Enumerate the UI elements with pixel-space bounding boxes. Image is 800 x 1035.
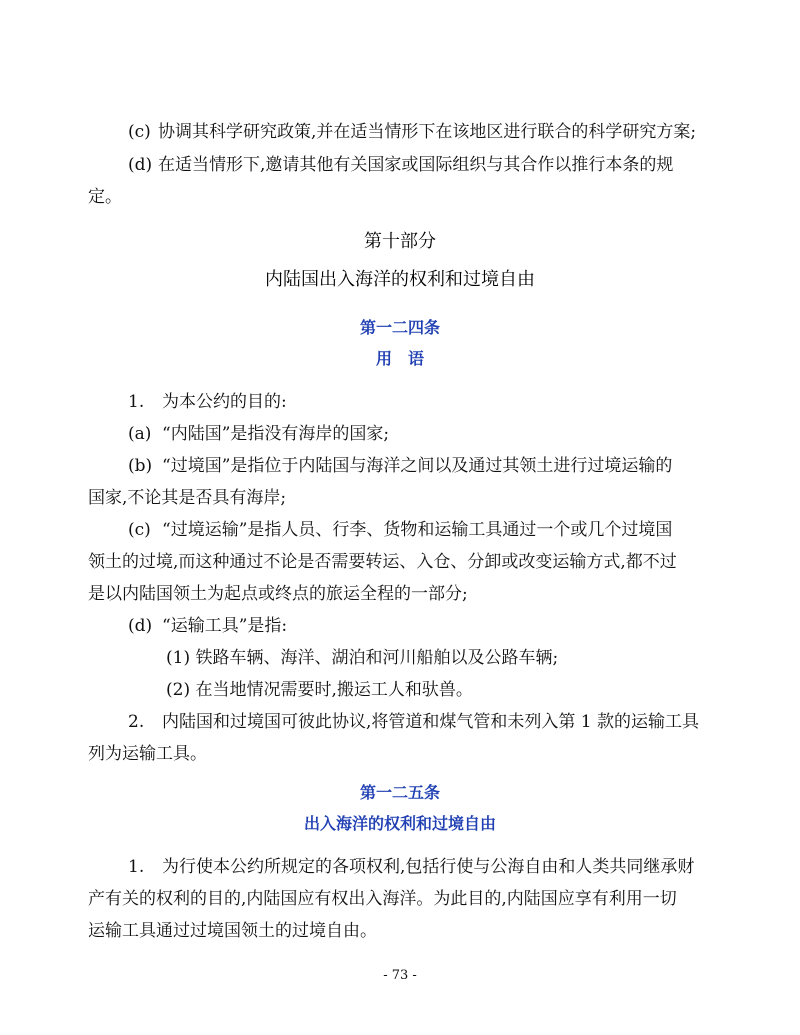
part-title: 内陆国出入海洋的权利和过境自由 [265,269,535,290]
article-124-item-c-line2: 领土的过境,而这种通过不论是否需要转运、入仓、分卸或改变运输方式,都不过 [88,552,677,572]
item-text: 为本公约的目的: [162,392,287,412]
article-124-item-a [128,426,389,443]
article-124-number: 第一二四条 [359,318,440,337]
item-text: 为行使本公约所规定的各项权利,包括行使与公海自由和人类共同继承财 [162,857,695,877]
item-text: “内陆国”是指没有海岸的国家; [162,424,390,444]
article-125-title: 出入海洋的权利和过境自由 [303,814,496,833]
item-label: (a) [128,424,152,444]
part-number: 第十部分 [364,231,436,252]
article-124-paragraph-2-line1 [128,714,699,731]
item-label: (c) [128,122,151,142]
item-label: 1. [128,857,145,877]
item-text: 内陆国和过境国可彼此协议,将管道和煤气管和未列入第 1 款的运输工具 [162,712,700,732]
article-125-paragraph-1-line1 [128,859,694,876]
item-label: 1. [128,392,145,412]
item-text: “运输工具”是指: [162,616,288,636]
item-label: (d) [128,616,153,636]
article-124-item-c-line1 [128,522,672,539]
item-text: 在适当情形下,邀请其他有关国家或国际组织与其合作以推行本条的规 [158,155,674,175]
article-124-item-c-line3: 是以内陆国领土为起点或终点的旅运全程的一部分; [88,584,468,604]
article-124-item-d-2: (2) 在当地情况需要时,搬运工人和驮兽。 [166,680,473,700]
paragraph-c-top [128,124,696,141]
item-text: “过境运输”是指人员、行李、货物和运输工具通过一个或几个过境国 [162,520,673,540]
article-124-title: 用 语 [375,349,424,368]
page-number: - 73 - [383,968,417,983]
paragraph-d-top-line2: 定。 [88,187,122,207]
article-124-item-b-line1 [128,458,672,475]
item-text: 协调其科学研究政策,并在适当情形下在该地区进行联合的科学研究方案; [158,122,697,142]
article-124-item-d [128,618,287,635]
article-125-paragraph-1-line2: 产有关的权利的目的,内陆国应有权出入海洋。为此目的,内陆国应享有利用一切 [88,889,677,909]
item-text: “过境国”是指位于内陆国与海洋之间以及通过其领土进行过境运输的 [162,456,673,476]
item-label: (b) [128,456,153,476]
article-125-paragraph-1-line3: 运输工具通过过境国领土的过境自由。 [88,921,377,941]
article-124-paragraph-2-line2: 列为运输工具。 [88,744,207,764]
article-124-item-d-1: (1) 铁路车辆、海洋、湖泊和河川船舶以及公路车辆; [166,648,559,668]
paragraph-d-top-line1 [128,157,673,174]
item-label: (d) [128,155,153,175]
article-125-number: 第一二五条 [359,783,440,802]
article-124-item-b-line2: 国家,不论其是否具有海岸; [88,488,287,508]
item-label: 2. [128,712,145,732]
article-124-paragraph-1 [128,394,287,411]
item-label: (c) [128,520,151,540]
